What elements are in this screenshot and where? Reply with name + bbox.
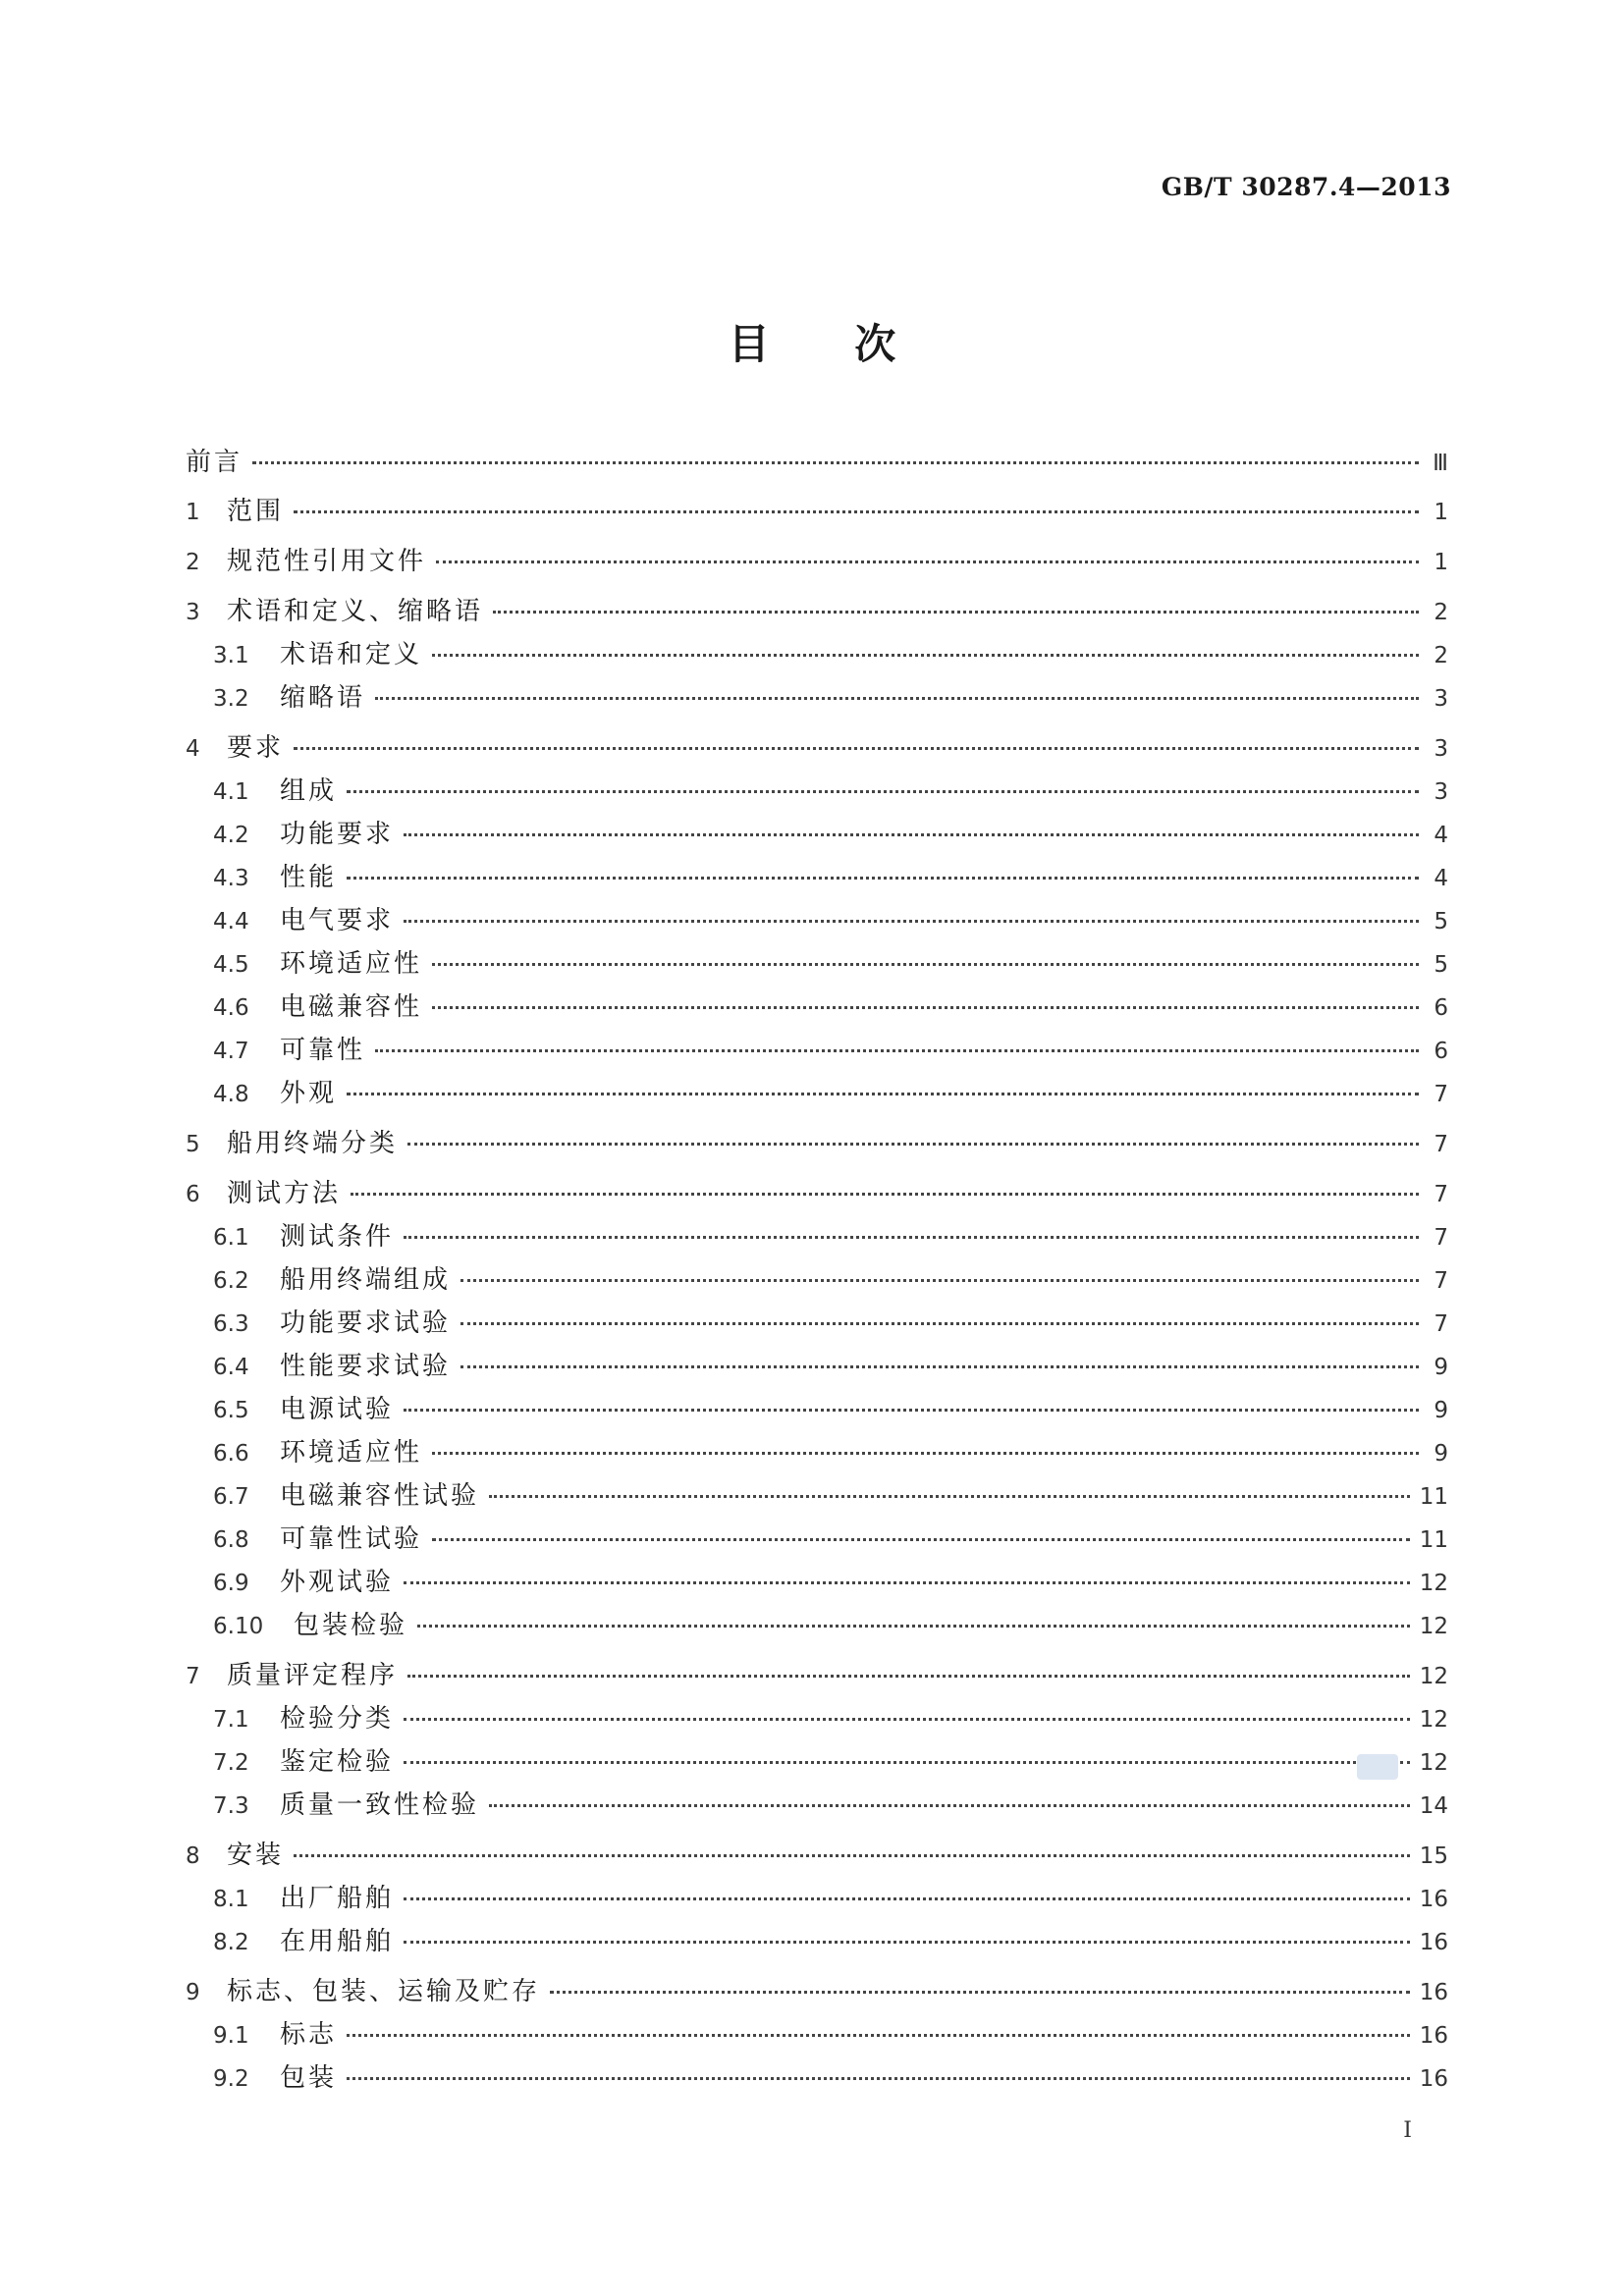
toc-entry[interactable] [186, 1125, 1448, 1162]
toc-entry-page: 4 [1434, 823, 1448, 848]
toc-entry-label: 环境适应性 [280, 949, 423, 979]
toc-entry[interactable] [186, 1348, 1448, 1385]
dot-leader [460, 1279, 1419, 1282]
toc-entry-page: 15 [1419, 1843, 1448, 1869]
toc-entry-label: 外观试验 [280, 1568, 395, 1597]
dot-leader [460, 1322, 1419, 1325]
toc-entry-page: 6 [1434, 1039, 1448, 1064]
toc-entry-page: 4 [1434, 866, 1448, 891]
toc-entry[interactable] [186, 1837, 1448, 1874]
toc-entry[interactable] [186, 859, 1448, 896]
toc-entry[interactable] [186, 1657, 1448, 1694]
toc-entry[interactable] [186, 945, 1448, 983]
dot-leader [347, 2077, 1410, 2080]
dot-leader [404, 1409, 1419, 1412]
toc-entry-number: 3.2 [213, 686, 249, 712]
toc-entry[interactable] [186, 1175, 1448, 1212]
dot-leader [404, 1236, 1419, 1239]
toc-entry-label: 环境适应性 [280, 1438, 423, 1468]
toc-entry-page: 5 [1434, 952, 1448, 978]
toc-entry-label: 术语和定义、缩略语 [227, 597, 484, 626]
toc-entry-number: 6.1 [213, 1225, 249, 1251]
toc-entry-label: 可靠性 [280, 1036, 366, 1065]
dot-leader [404, 833, 1419, 836]
toc-entry-label: 检验分类 [280, 1704, 395, 1734]
toc-entry-label: 功能要求 [280, 820, 395, 849]
dot-leader [351, 1193, 1419, 1196]
toc-entry[interactable] [186, 679, 1448, 717]
toc-entry-label: 电磁兼容性试验 [280, 1481, 480, 1511]
toc-entry-page: 12 [1419, 1664, 1448, 1689]
toc-entry[interactable] [186, 1607, 1448, 1644]
toc-entry-label: 包装检验 [294, 1611, 408, 1640]
toc-entry-number: 3 [186, 600, 200, 625]
dot-leader [432, 1452, 1419, 1455]
toc-entry-number: 4.3 [213, 866, 249, 891]
toc-entry[interactable] [186, 1075, 1448, 1112]
toc-entry-number: 7 [186, 1664, 200, 1689]
toc-entry-page: 14 [1419, 1793, 1448, 1819]
toc-entry-number: 6.9 [213, 1571, 249, 1596]
toc-entry-page: 9 [1434, 1355, 1448, 1380]
toc-entry[interactable] [186, 2059, 1448, 2097]
toc-entry[interactable] [186, 1787, 1448, 1824]
toc-entry-page: 1 [1434, 500, 1448, 525]
toc-entry-label: 标志、包装、运输及贮存 [227, 1977, 541, 2006]
toc-entry[interactable] [186, 1743, 1448, 1781]
toc-entry[interactable] [186, 1434, 1448, 1471]
toc-entry-number: 6.6 [213, 1441, 249, 1467]
toc-entry-number: 6.5 [213, 1398, 249, 1423]
dot-leader [436, 561, 1419, 563]
toc-entry-number: 1 [186, 500, 200, 525]
toc-entry-page: 1 [1434, 550, 1448, 575]
toc-entry-number: 7.3 [213, 1793, 249, 1819]
toc-entry-page: Ⅲ [1433, 451, 1448, 476]
standard-code: GB/T 30287.4—2013 [1161, 173, 1451, 201]
toc-entry-page: 9 [1434, 1398, 1448, 1423]
dot-leader [432, 654, 1419, 657]
toc-entry-label: 缩略语 [280, 683, 366, 713]
dot-leader [252, 461, 1419, 464]
dot-leader [404, 1761, 1410, 1764]
toc-entry-label: 安装 [227, 1841, 285, 1870]
toc-entry-page: 5 [1434, 909, 1448, 934]
toc-entry-label: 性能 [280, 863, 338, 892]
dot-leader [294, 1854, 1410, 1857]
toc-entry-number: 4.7 [213, 1039, 249, 1064]
toc-entry-page: 9 [1434, 1441, 1448, 1467]
toc-entry-page: 3 [1434, 736, 1448, 762]
toc-entry-number: 2 [186, 550, 200, 575]
dot-leader [347, 877, 1419, 880]
toc-entry[interactable] [186, 1391, 1448, 1428]
toc-entry[interactable] [186, 1923, 1448, 1960]
toc-entry-page: 7 [1434, 1225, 1448, 1251]
toc-entry-number: 6.8 [213, 1527, 249, 1553]
toc-entry[interactable] [186, 636, 1448, 673]
toc-entry-number: 6.2 [213, 1268, 249, 1294]
dot-leader [489, 1495, 1410, 1498]
toc-entry-page: 11 [1419, 1484, 1448, 1510]
toc-entry-label: 可靠性试验 [280, 1524, 423, 1554]
dot-leader [417, 1625, 1410, 1628]
toc-entry-number: 3.1 [213, 643, 249, 668]
toc-entry-number: 8.2 [213, 1930, 249, 1955]
toc-entry-number: 6.10 [213, 1614, 264, 1639]
toc-entry-number: 4.5 [213, 952, 249, 978]
dot-leader [493, 611, 1419, 614]
dot-leader [294, 747, 1419, 750]
toc-entry-page: 6 [1434, 995, 1448, 1021]
toc-entry-number: 4.8 [213, 1082, 249, 1107]
dot-leader [404, 1897, 1410, 1900]
toc-entry-page: 16 [1419, 1980, 1448, 2005]
toc-entry-label: 质量一致性检验 [280, 1790, 480, 1820]
dot-leader [550, 1991, 1410, 1994]
toc-entry[interactable] [186, 729, 1448, 767]
toc-entry-number: 4.2 [213, 823, 249, 848]
toc-entry-label: 电气要求 [280, 906, 395, 935]
toc-entry-number: 7.1 [213, 1707, 249, 1733]
toc-entry-label: 质量评定程序 [227, 1661, 399, 1690]
toc-entry[interactable] [186, 543, 1448, 580]
toc-entry-label: 电源试验 [280, 1395, 395, 1424]
toc-entry-page: 16 [1419, 1930, 1448, 1955]
dot-leader [404, 1581, 1410, 1584]
toc-entry-label: 船用终端组成 [280, 1265, 452, 1295]
toc-entry-label: 包装 [280, 2063, 338, 2093]
toc-entry-page: 12 [1419, 1750, 1448, 1776]
toc-entry-page: 7 [1434, 1132, 1448, 1157]
toc-entry-label: 功能要求试验 [280, 1308, 452, 1338]
dot-leader [407, 1143, 1419, 1146]
dot-leader [347, 1093, 1419, 1095]
dot-leader [432, 963, 1419, 966]
toc-entry-label: 性能要求试验 [280, 1352, 452, 1381]
toc-entry-page: 3 [1434, 686, 1448, 712]
toc-entry-page: 12 [1419, 1614, 1448, 1639]
toc-entry-page: 16 [1419, 2023, 1448, 2049]
toc-entry-label: 出厂船舶 [280, 1884, 395, 1913]
toc-entry-page: 12 [1419, 1707, 1448, 1733]
dot-leader [432, 1538, 1410, 1541]
toc-entry[interactable] [186, 1477, 1448, 1515]
toc-entry-label: 测试方法 [227, 1179, 342, 1208]
dot-leader [432, 1006, 1419, 1009]
toc-entry-number: 8 [186, 1843, 200, 1869]
dot-leader [375, 697, 1419, 700]
toc-entry-page: 12 [1419, 1571, 1448, 1596]
toc-entry[interactable] [186, 816, 1448, 853]
dot-leader [404, 920, 1419, 923]
toc-entry-number: 9.2 [213, 2066, 249, 2092]
toc-entry-number: 6.7 [213, 1484, 249, 1510]
toc-entry-page: 2 [1434, 643, 1448, 668]
toc-entry[interactable] [186, 2016, 1448, 2054]
toc-entry[interactable] [186, 988, 1448, 1026]
toc-entry[interactable] [186, 1973, 1448, 2010]
toc-entry-label: 电磁兼容性 [280, 992, 423, 1022]
toc-entry-page: 11 [1419, 1527, 1448, 1553]
dot-leader [347, 790, 1419, 793]
dot-leader [460, 1365, 1419, 1368]
toc-entry-label: 组成 [280, 776, 338, 806]
toc-entry-label: 船用终端分类 [227, 1129, 399, 1158]
toc-entry-page: 2 [1434, 600, 1448, 625]
toc-entry[interactable] [186, 593, 1448, 630]
toc-entry-page: 7 [1434, 1182, 1448, 1207]
toc-entry-number: 6.3 [213, 1311, 249, 1337]
toc-entry-label: 规范性引用文件 [227, 547, 427, 576]
toc-entry[interactable] [186, 444, 1448, 481]
toc-entry-number: 9 [186, 1980, 200, 2005]
toc-entry-number: 9.1 [213, 2023, 249, 2049]
toc-entry-number: 6.4 [213, 1355, 249, 1380]
toc-entry-number: 4.6 [213, 995, 249, 1021]
toc-entry-label: 要求 [227, 733, 285, 763]
dot-leader [404, 1941, 1410, 1944]
toc-entry-page: 7 [1434, 1311, 1448, 1337]
page-title: 目 次 [728, 320, 896, 368]
toc-entry-label: 在用船舶 [280, 1927, 395, 1956]
toc-entry-page: 16 [1419, 2066, 1448, 2092]
toc-entry-label: 测试条件 [280, 1222, 395, 1252]
toc-entry-label: 术语和定义 [280, 640, 423, 669]
toc-entry[interactable] [186, 1032, 1448, 1069]
watermark-stamp [1357, 1754, 1398, 1780]
toc-entry[interactable] [186, 1700, 1448, 1737]
page-folio: Ⅰ [1403, 2118, 1412, 2143]
toc-entry[interactable] [186, 1880, 1448, 1917]
toc-entry[interactable] [186, 1521, 1448, 1558]
toc-entry[interactable] [186, 1305, 1448, 1342]
toc-entry-number: 4.1 [213, 779, 249, 805]
toc-entry-page: 7 [1434, 1082, 1448, 1107]
toc-entry-label: 鉴定检验 [280, 1747, 395, 1777]
toc-entry-label: 范围 [227, 497, 285, 526]
toc-entry[interactable] [186, 1218, 1448, 1255]
toc-entry-label: 外观 [280, 1079, 338, 1108]
toc-entry-number: 8.1 [213, 1887, 249, 1912]
toc-entry-number: 6 [186, 1182, 200, 1207]
toc-entry[interactable] [186, 493, 1448, 530]
toc-entry[interactable] [186, 773, 1448, 810]
toc-entry-number: 5 [186, 1132, 200, 1157]
toc-entry[interactable] [186, 902, 1448, 939]
dot-leader [489, 1804, 1410, 1807]
toc-entry-number: 4.4 [213, 909, 249, 934]
toc-entry[interactable] [186, 1261, 1448, 1299]
toc-entry-page: 7 [1434, 1268, 1448, 1294]
dot-leader [407, 1675, 1410, 1678]
toc-entry-label: 前言 [186, 448, 244, 477]
toc-entry[interactable] [186, 1564, 1448, 1601]
toc-entry-number: 7.2 [213, 1750, 249, 1776]
dot-leader [294, 510, 1419, 513]
dot-leader [404, 1718, 1410, 1721]
dot-leader [347, 2034, 1410, 2037]
dot-leader [375, 1049, 1419, 1052]
toc-entry-page: 3 [1434, 779, 1448, 805]
toc-entry-number: 4 [186, 736, 200, 762]
toc-entry-label: 标志 [280, 2020, 338, 2050]
toc-entry-page: 16 [1419, 1887, 1448, 1912]
